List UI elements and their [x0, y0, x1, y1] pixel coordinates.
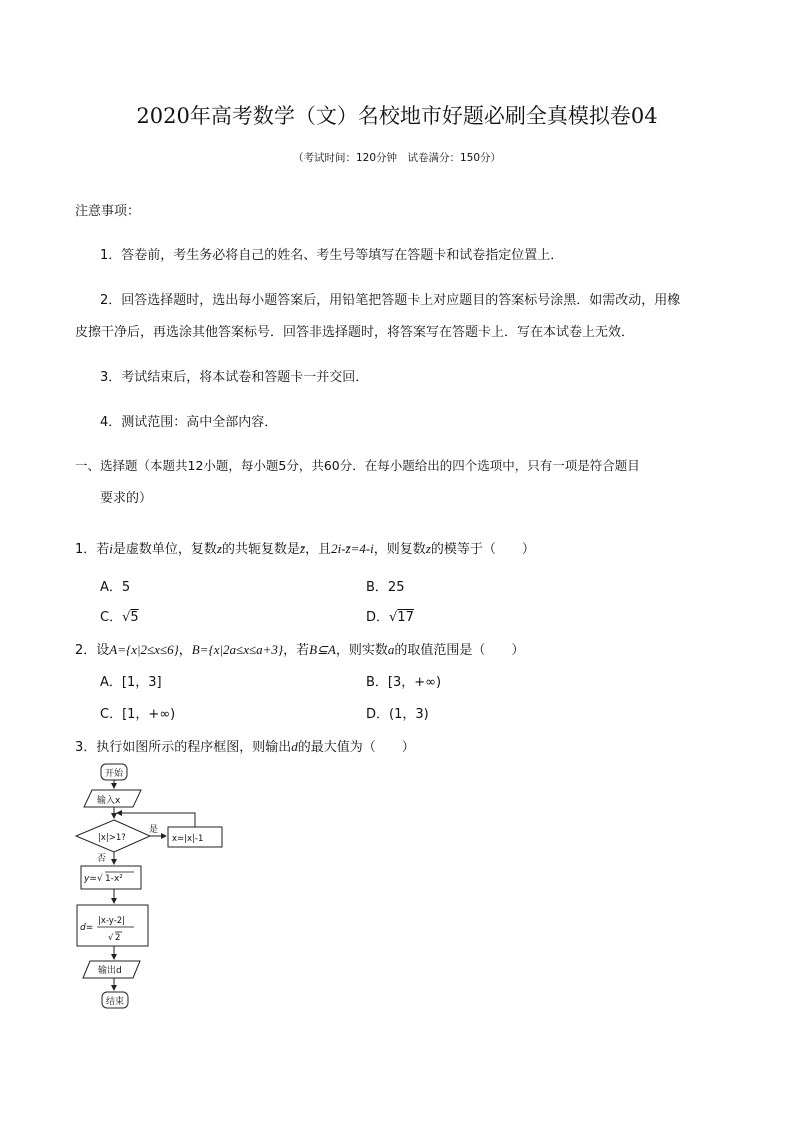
flow-assign-label: x=|x|-1 — [172, 834, 204, 844]
section-heading: 一、选择题（本题共12小题，每小题5分，共60分．在每小题给出的四个选项中，只有一项是符合题目 — [75, 458, 640, 473]
q3-text-1: 3．执行如图所示的程序框图，则输出 — [75, 740, 292, 755]
flow-d-numerator: |x-y-2| — [98, 916, 126, 926]
flow-start-label: 开始 — [105, 769, 124, 779]
q2-text-1: ，若 — [283, 643, 310, 658]
section-heading-cont: 要求的） — [100, 491, 153, 506]
note-item-3: 3．考试结束后，将本试卷和答题卡一并交回． — [100, 370, 369, 385]
q1-text-4: ，则复数 — [373, 542, 426, 557]
flow-y-sqrt-sign: √ — [97, 874, 103, 884]
q1-option-b: B．25 — [366, 580, 405, 595]
q1-text-3: ，且 — [305, 542, 332, 557]
q1-option-a: A．5 — [100, 580, 131, 595]
q2-option-d: D．(1，3) — [366, 707, 429, 722]
flow-yes-label: 是 — [149, 825, 159, 835]
note-item-2-cont: 皮擦干净后，再选涂其他答案标号．回答非选择题时，将答案写在答题卡上．写在本试卷上无效． — [75, 325, 635, 340]
q1-equation: 2i-z̄=4-i — [331, 541, 374, 556]
q2-num: 2．设 — [75, 643, 110, 658]
q2-text-3: 的取值范围是（ ） — [394, 643, 525, 658]
flow-input-label: 输入x — [97, 796, 121, 806]
page-title: 2020年高考数学（文）名校地市好题必刷全真模拟卷04 — [136, 104, 658, 128]
q3-var-d: d — [291, 739, 298, 754]
question-3 — [75, 736, 415, 755]
flow-d-denominator: 2 — [115, 933, 121, 943]
q2-option-b: B．[3，+∞) — [366, 675, 442, 690]
flow-y-radicand: 1-x² — [105, 874, 123, 884]
note-item-4: 4．测试范围：高中全部内容． — [100, 415, 278, 430]
flow-output-label: 输出d — [98, 966, 122, 976]
q2-var-a: a — [387, 642, 395, 657]
q2-set-b: B={x|2a≤x≤a+3} — [191, 642, 284, 657]
q1-option-d-radicand: 17 — [397, 610, 414, 625]
q1-num: 1．若 — [75, 542, 110, 557]
flow-d-sqrt-sign: √ — [108, 933, 114, 943]
note-item-1: 1．答卷前，考生务必将自己的姓名、考生号等填写在答题卡和试卷指定位置上． — [100, 248, 564, 263]
q1-var-i: i — [109, 541, 113, 556]
q1-text-1: 是虚数单位，复数 — [112, 542, 217, 557]
program-flowchart — [70, 760, 240, 1015]
q2-option-a: A．[1，3] — [100, 675, 162, 690]
q2-option-c: C．[1，+∞) — [100, 707, 176, 722]
q1-text-5: 的模等于（ ） — [430, 542, 535, 557]
exam-info: （考试时间：120分钟 试卷满分：150分） — [292, 152, 502, 164]
note-item-2: 2．回答选择题时，选出每小题答案后，用铅笔把答题卡上对应题目的答案标号涂黑．如需改动，用橡 — [100, 293, 681, 308]
q1-option-c-label: C． — [100, 610, 123, 625]
flow-no-label: 否 — [97, 854, 107, 864]
q1-option-c-radicand: 5 — [130, 610, 139, 625]
q2-set-a: A={x|2≤x≤6} — [109, 642, 179, 657]
q1-var-z2: z — [425, 541, 431, 556]
q1-var-z: z — [216, 541, 222, 556]
flow-y-lhs: y= — [84, 874, 97, 884]
q1-option-d: D．√17 — [366, 610, 414, 625]
flow-d-lhs: d= — [80, 923, 94, 933]
question-2 — [75, 639, 524, 658]
q1-conjugate: z̄ — [300, 541, 306, 556]
question-1 — [75, 538, 535, 557]
notes-heading: 注意事项： — [75, 204, 141, 219]
q1-option-c: C．√5 — [100, 610, 139, 625]
flow-condition-label: |x|>1? — [98, 833, 126, 843]
q1-text-2: 的共轭复数是 — [221, 542, 300, 557]
q1-option-d-label: D． — [366, 610, 390, 625]
q2-condition: B⊆A — [309, 642, 336, 657]
q3-text-2: 的最大值为（ ） — [297, 740, 415, 755]
flow-end-label: 结束 — [106, 997, 125, 1007]
q2-text-2: ，则实数 — [335, 643, 388, 658]
q2-sep: ， — [178, 643, 192, 658]
